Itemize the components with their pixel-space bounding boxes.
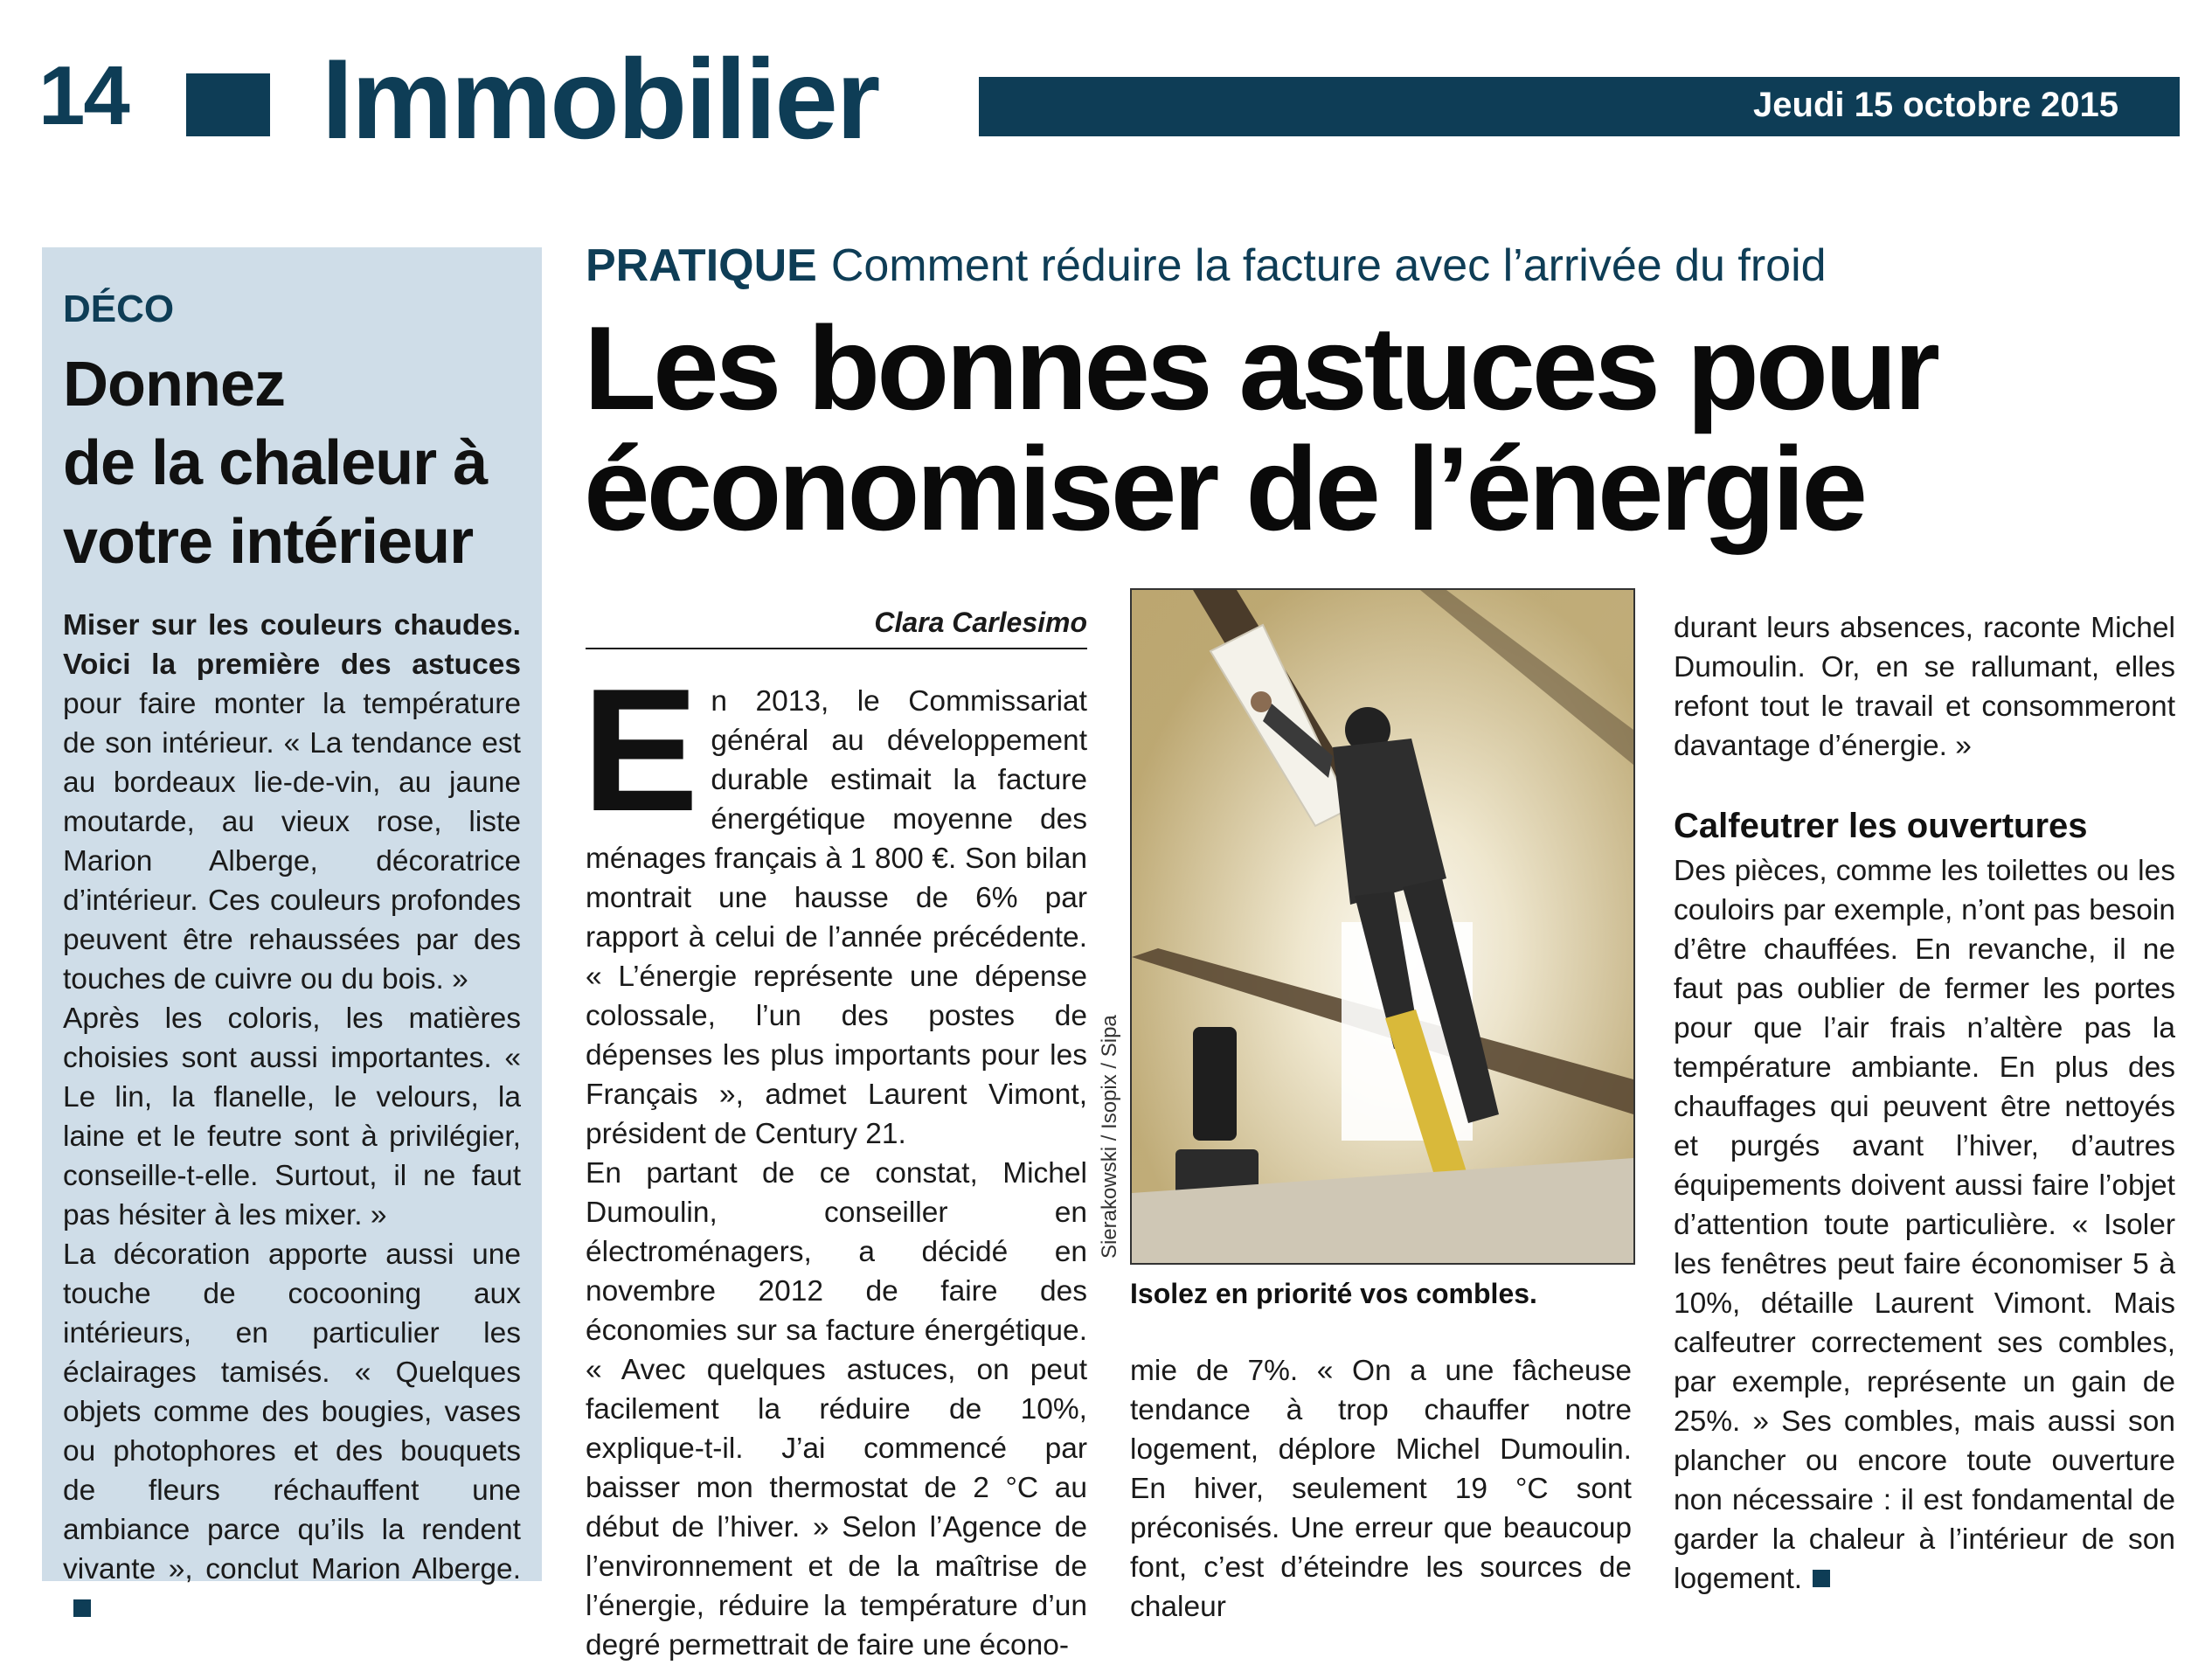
end-of-article-square bbox=[73, 1599, 91, 1617]
sidebar-paragraph bbox=[63, 606, 521, 999]
article-paragraph: n 2013, le Commissariat général au développement durable estimait la facture énergétique moyenne des ménages français à 1 800 €. Son bilan montrait une hausse de 6% par rapport à celui de l’année précédente. « L’énergie représente une dépense colossale, l’un des postes de dépenses les plus importants pour les Français », admet Laurent Vimont, président de Century 21. bbox=[586, 685, 1087, 1150]
page-number: 14 bbox=[38, 49, 128, 142]
sidebar-paragraph-text: pour faire monter la température de son intérieur. « La tendance est au bordeaux lie-de-vin, au jaune moutarde, au vieux rose, liste Marion Alberge, décoratrice d’intérieur. Ces couleurs profondes peuvent être rehaussées par des touches de cuivre ou du bois. » bbox=[63, 688, 521, 996]
subheading: Calfeutrer les ouvertures bbox=[1674, 807, 2088, 845]
headline-line: économiser de l’énergie bbox=[584, 422, 1865, 555]
byline: Clara Carlesimo bbox=[586, 607, 1087, 649]
worker-insulating-attic-photo bbox=[1132, 590, 1633, 1263]
section-title: Immobilier bbox=[322, 35, 879, 163]
kicker-label: PRATIQUE bbox=[586, 240, 817, 291]
headline-line: Les bonnes astuces pour bbox=[584, 302, 1937, 434]
photo-credit: Sierakowski / Isopix / Sipa bbox=[1098, 1015, 1121, 1259]
article-column-3 bbox=[1674, 608, 2175, 1599]
sidebar-title-line: Donnez bbox=[63, 350, 285, 420]
sidebar-title-line: de la chaleur à bbox=[63, 428, 488, 498]
deco-sidebar bbox=[42, 247, 542, 1585]
drop-cap: E bbox=[582, 653, 699, 848]
sidebar-kicker: DÉCO bbox=[63, 288, 175, 330]
article-photo bbox=[1130, 588, 1635, 1265]
sidebar-lead: Miser sur les couleurs chaudes. Voici la première des astuces bbox=[63, 609, 521, 681]
article-paragraph: En partant de ce constat, Michel Dumoulin, conseiller en électroménagers, a décidé en novembre 2012 de faire des économies sur sa facture énergétique. « Avec quelques astuces, on peut facilement la réduire de 10%, explique-t-il. J’ai commencé par baisser mon thermostat de 2 °C au début de l’hiver. » Selon l’Agence de l’environnement et de la maîtrise de l’énergie, réduire la température d’un degré permettrait de faire une écono- bbox=[586, 1157, 1087, 1662]
sidebar-title bbox=[63, 345, 526, 581]
article-paragraph bbox=[1674, 851, 2175, 1599]
article-paragraph-text: Des pièces, comme les toilettes ou les couloirs par exemple, n’ont pas besoin d’être chauffées. En revanche, il ne faut pas oublier de fermer les portes pour que l’air frais n’altère pas la température ambiante. En plus des chauffages qui peuvent être nettoyés et purgés avant l’hiver, d’autres équipements doivent aussi faire l’objet d’attention toute particulière. « Isoler les fenêtres peut faire économiser 5 à 10%, détaille Laurent Vimont. Mais calfeutrer correctement ses combles, par exemple, représente un gain de 25%. » Ses combles, mais aussi son plancher ou encore toute ouverture non nécessaire : il est fondamental de garder la chaleur à l’intérieur de son logement. bbox=[1674, 855, 2175, 1595]
headline bbox=[584, 302, 2174, 555]
sidebar-paragraph-text: La décoration apporte aussi une touche de cocooning aux intérieurs, en particulier les éclairages tamisés. « Quelques objets comme des bougies, vases ou photophores et des bouquets de fleurs réchauffent une ambiance parce qu’ils la rendent vivante », conclut Marion Alberge. bbox=[63, 1238, 521, 1585]
article-column-1 bbox=[582, 653, 1087, 1665]
issue-date: Jeudi 15 octobre 2015 bbox=[1753, 86, 2118, 124]
article-kicker bbox=[586, 240, 1827, 291]
sidebar-paragraph bbox=[63, 1235, 521, 1628]
sidebar-body bbox=[63, 606, 521, 1628]
article-paragraph: mie de 7%. « On a une fâcheuse tendance à trop chauffer notre logement, déplore Michel Dumoulin. En hiver, seulement 19 °C sont préconisés. Une erreur que beaucoup font, c’est d’éteindre les sources de chaleur bbox=[1130, 1355, 1632, 1623]
photo-caption: Isolez en priorité vos combles. bbox=[1130, 1278, 1537, 1309]
sidebar-title-line: votre intérieur bbox=[63, 507, 474, 577]
sidebar-paragraph: Après les coloris, les matières choisies sont aussi importantes. « Le lin, la flanelle, le velours, la laine et le feutre sont à privilégier, conseille-t-elle. Surtout, il ne faut pas hésiter à les mixer. » bbox=[63, 1002, 521, 1231]
section-marker-square bbox=[186, 73, 270, 136]
kicker-text: Comment réduire la facture avec l’arrivée du froid bbox=[830, 240, 1827, 291]
end-of-article-square bbox=[1813, 1570, 1830, 1587]
article-column-2 bbox=[1130, 1351, 1632, 1627]
article-paragraph: durant leurs absences, raconte Michel Dumoulin. Or, en se rallumant, elles refont tout le travail et consommeront davantage d’énergie. » bbox=[1674, 612, 2175, 762]
date-bar bbox=[979, 77, 2180, 136]
